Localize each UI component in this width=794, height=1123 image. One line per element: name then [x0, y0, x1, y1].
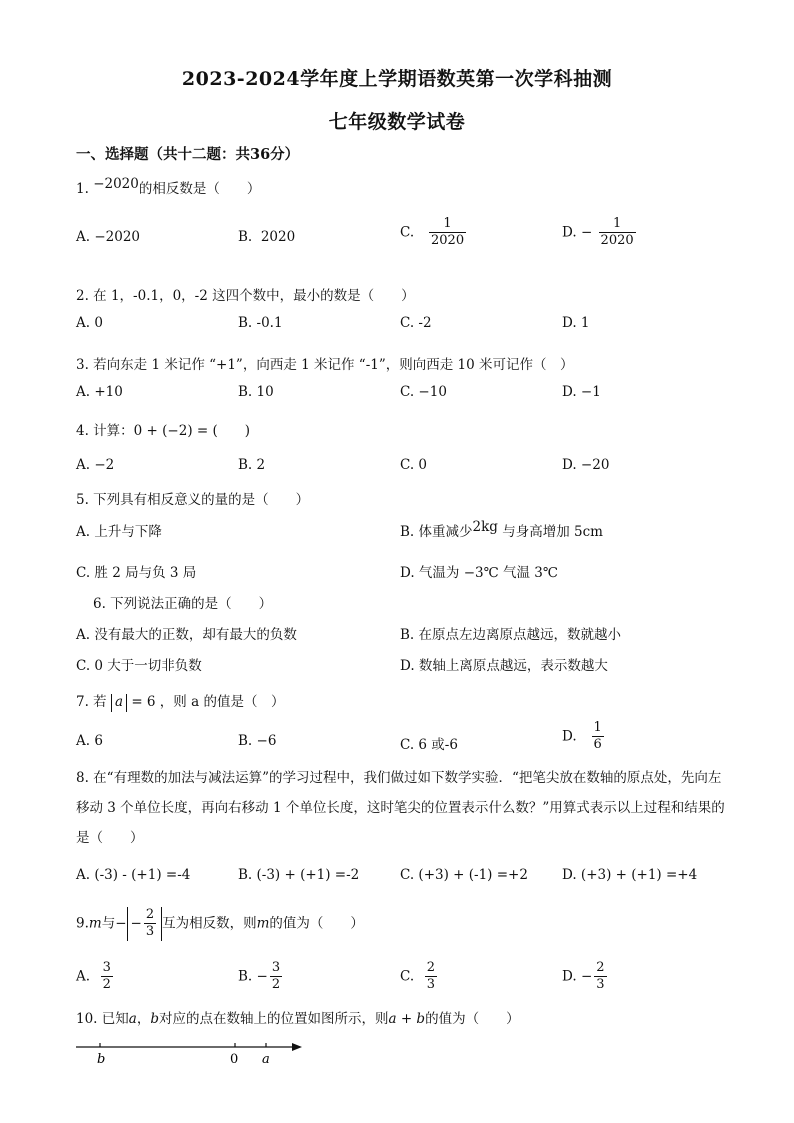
absolute-value: − $\frac{2}{3}$	[127, 907, 163, 941]
q5-option-a: A. 上升与下降	[76, 524, 162, 540]
number-line-label-b: b	[97, 1052, 106, 1066]
q8-option-d: D. (+3) + (+1) =+4	[562, 867, 698, 883]
question-6: 6. 下列说法正确的是（ ）	[93, 596, 273, 612]
number-line-label-a: a	[262, 1052, 270, 1066]
q2-option-a: A. 0	[76, 315, 103, 331]
q7-option-c: C. 6 或-6	[400, 737, 458, 753]
q9-option-a: A. $\frac{3}{2}$	[76, 960, 111, 993]
question-1-text: 的相反数是（ ）	[138, 181, 261, 197]
q2-option-d: D. 1	[562, 315, 590, 331]
question-1-number: 1.	[76, 181, 89, 197]
q3-option-a: A. +10	[76, 384, 123, 400]
question-1-expr: −2020	[93, 176, 139, 192]
q8-option-a: A. (-3) - (+1) =-4	[76, 867, 191, 883]
q6-option-a: A. 没有最大的正数，却有最大的负数	[76, 627, 297, 643]
question-5: 5. 下列具有相反意义的量的是（ ）	[76, 492, 310, 508]
q1-option-d: D. − $\frac{1}{2020}$	[562, 216, 634, 249]
q1-option-a: A. −2020	[76, 229, 141, 245]
question-3: 3. 若向东走 1 米记作 “+1”，向西走 1 米记作 “-1”，则向西走 10 米可记作（ ）	[76, 357, 574, 373]
q5-option-c: C. 胜 2 局与负 3 局	[76, 565, 197, 581]
q1-option-b: B. 2020	[238, 229, 296, 245]
q5-option-d: D. 气温为 −3℃ 气温 3℃	[400, 565, 558, 581]
section-heading: 一、选择题（共十二题：共36分）	[76, 146, 300, 163]
q9-option-b: B. − $\frac{3}{2}$	[238, 960, 281, 993]
q2-option-b: B. -0.1	[238, 315, 283, 331]
q8-option-b: B. (-3) + (+1) =-2	[238, 867, 360, 883]
q7-option-d: D. $\frac{1}{6}$	[562, 720, 602, 753]
question-8: 8. 在“有理数的加法与减法运算”的学习过程中，我们做过如下数学实验．“把笔尖放在数轴的原点处，先向左移动 3 个单位长度，再向右移动 1 个单位长度，这时笔尖的位置表示什么数？”用算式表示以上过程和结果的是（ ）	[76, 770, 725, 846]
question-7: 7. 若 a = 6 ，则 a 的值是（ ）	[76, 694, 285, 710]
q5-option-b: B. 体重减少2kg 与身高增加 5cm	[400, 519, 603, 540]
q4-option-d: D. −20	[562, 457, 610, 473]
absolute-value: a	[111, 694, 127, 712]
q9-option-d: D. − $\frac{2}{3}$	[562, 960, 605, 993]
q4-option-c: C. 0	[400, 457, 428, 473]
question-1	[76, 177, 260, 197]
fraction: $\frac{1}{2020}$	[600, 216, 634, 249]
number-line-figure	[70, 1036, 310, 1066]
q8-option-c: C. (+3) + (-1) =+2	[400, 867, 528, 883]
number-line-arrow-icon	[292, 1043, 302, 1051]
question-4: 4. 计算：0 + (−2) = ( )	[76, 423, 251, 439]
q1-option-c: C. $\frac{1}{2020}$	[400, 216, 465, 249]
fraction: $\frac{1}{6}$	[593, 720, 602, 753]
q2-option-c: C. -2	[400, 315, 432, 331]
exam-subtitle: 七年级数学试卷	[328, 111, 466, 133]
q4-option-b: B. 2	[238, 457, 266, 473]
question-9: 9.m与− − $\frac{2}{3}$ 互为相反数，则m的值为（ ）	[76, 907, 364, 940]
exam-title: 2023-2024学年度上学期语数英第一次学科抽测	[181, 68, 613, 90]
q3-option-b: B. 10	[238, 384, 274, 400]
q6-option-c: C. 0 大于一切非负数	[76, 658, 202, 674]
q7-option-a: A. 6	[76, 733, 103, 749]
q9-option-c: C. $\frac{2}{3}$	[400, 960, 436, 993]
fraction: $\frac{1}{2020}$	[431, 216, 465, 249]
q3-option-d: D. −1	[562, 384, 601, 400]
number-line-label-0: 0	[230, 1052, 239, 1066]
question-2: 2. 在 1，-0.1，0，-2 这四个数中，最小的数是（ ）	[76, 288, 415, 304]
q6-option-b: B. 在原点左边离原点越远，数就越小	[400, 627, 622, 643]
q7-option-b: B. −6	[238, 733, 277, 749]
question-10: 10. 已知a，b对应的点在数轴上的位置如图所示，则a + b的值为（ ）	[76, 1011, 520, 1027]
q6-option-d: D. 数轴上离原点越远，表示数越大	[400, 658, 608, 674]
q4-option-a: A. −2	[76, 457, 115, 473]
q3-option-c: C. −10	[400, 384, 447, 400]
